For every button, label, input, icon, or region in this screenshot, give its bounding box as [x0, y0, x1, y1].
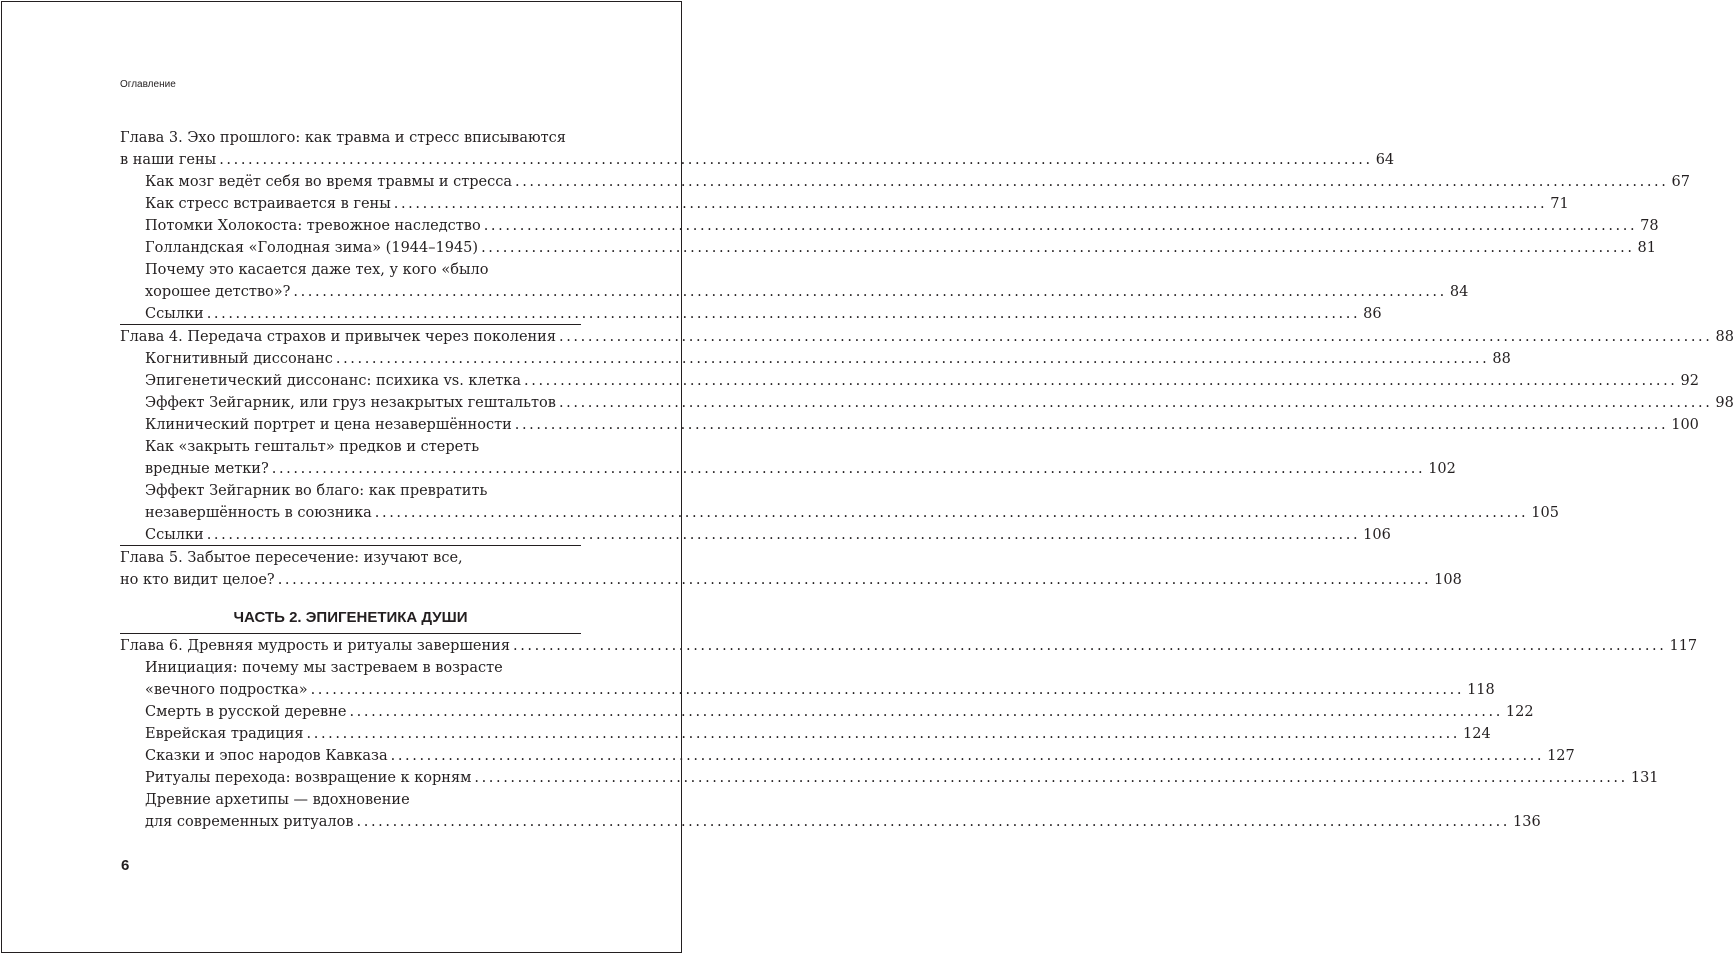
entry-page: 64 [1375, 152, 1395, 168]
entry-title: Глава 4. Передача страхов и привычек через поколения [120, 329, 556, 345]
dot-leader: ................................................................................................................................................................ [481, 240, 1635, 256]
entry-page: 122 [1505, 704, 1534, 720]
entry-page: 98 [1715, 395, 1734, 411]
entry-page: 117 [1669, 638, 1698, 654]
entry-page: 88 [1715, 329, 1734, 345]
toc-entry-chapter-5[interactable] [120, 569, 1462, 591]
entry-title: Ритуалы перехода: возвращение к корням [145, 770, 472, 786]
entry-title: Как стресс встраивается в гены [145, 196, 391, 212]
toc-entry[interactable] [145, 171, 1690, 193]
toc-entry[interactable] [145, 524, 1391, 546]
entry-title: Смерть в русской деревне [145, 704, 347, 720]
entry-page: 88 [1492, 351, 1511, 367]
entry-title: Потомки Холокоста: тревожное наследство [145, 218, 481, 234]
dot-leader: ................................................................................................................................................................ [513, 638, 1667, 654]
toc-entry-line1: Древние архетипы — вдохновение [145, 792, 410, 808]
dot-leader: ................................................................................................................................................................ [349, 704, 1503, 720]
page-number: 6 [121, 857, 130, 874]
entry-title: Эпигенетический диссонанс: психика vs. клетка [145, 373, 522, 389]
dot-leader: ................................................................................................................................................................ [310, 682, 1465, 698]
toc-entry[interactable] [145, 348, 1511, 370]
dot-leader: ................................................................................................................................................................ [356, 814, 1511, 830]
toc-entry[interactable] [145, 193, 1569, 215]
section-divider [120, 545, 581, 546]
toc-entry-line1: Почему это касается даже тех, у кого «было [145, 262, 489, 278]
dot-leader: ................................................................................................................................................................ [293, 284, 1447, 300]
entry-title: Еврейская традиция [145, 726, 304, 742]
toc-entry[interactable] [145, 502, 1559, 524]
entry-page: 131 [1630, 770, 1659, 786]
entry-page: 78 [1640, 218, 1659, 234]
dot-leader: ................................................................................................................................................................ [393, 196, 1548, 212]
entry-title: для современных ритуалов [145, 814, 354, 830]
toc-entry[interactable] [145, 414, 1699, 436]
entry-page: 92 [1680, 373, 1699, 389]
toc-entry-chapter-3[interactable] [120, 149, 1395, 171]
dot-leader: ................................................................................................................................................................ [559, 329, 1713, 345]
dot-leader: ................................................................................................................................................................ [271, 461, 1426, 477]
entry-title: Клинический портрет и цена незавершённости [145, 417, 512, 433]
toc-entry-line1: Эффект Зейгарник во благо: как превратить [145, 483, 488, 499]
toc-entry[interactable] [145, 458, 1456, 480]
entry-title: Ссылки [145, 306, 204, 322]
entry-title: Голландская «Голодная зима» (1944–1945) [145, 240, 479, 256]
entry-page: 86 [1363, 306, 1382, 322]
entry-page: 71 [1550, 196, 1569, 212]
dot-leader: ................................................................................................................................................................ [558, 395, 1713, 411]
dot-leader: ................................................................................................................................................................ [374, 505, 1529, 521]
dot-leader: ................................................................................................................................................................ [474, 770, 1628, 786]
toc-entry[interactable] [145, 303, 1382, 325]
dot-leader: ................................................................................................................................................................ [515, 174, 1669, 190]
section-divider [120, 633, 581, 634]
dot-leader: ................................................................................................................................................................ [219, 152, 1373, 168]
entry-page: 127 [1547, 748, 1575, 764]
entry-page: 124 [1463, 726, 1491, 742]
entry-page: 84 [1449, 284, 1469, 300]
dot-leader: ................................................................................................................................................................ [524, 373, 1678, 389]
entry-page: 81 [1637, 240, 1656, 256]
toc-entry[interactable] [145, 281, 1469, 303]
part-heading: ЧАСТЬ 2. ЭПИГЕНЕТИКА ДУШИ [233, 609, 468, 626]
entry-title: Сказки и эпос народов Кавказа [145, 748, 388, 764]
toc-entry-line1: Как «закрыть гештальт» предков и стереть [145, 439, 480, 455]
entry-page: 108 [1434, 572, 1462, 588]
entry-page: 106 [1363, 527, 1391, 543]
entry-page: 100 [1671, 417, 1699, 433]
entry-title: Как мозг ведёт себя во время травмы и стресса [145, 174, 513, 190]
toc-entry[interactable] [145, 767, 1659, 789]
entry-title: незавершённость в союзника [145, 505, 372, 521]
entry-title: Эффект Зейгарник, или груз незакрытых гештальтов [145, 395, 556, 411]
toc-entry-line1: Инициация: почему мы застреваем в возрасте [145, 660, 503, 676]
toc-entry[interactable] [145, 370, 1699, 392]
entry-page: 102 [1428, 461, 1456, 477]
entry-title: «вечного подростка» [145, 682, 308, 698]
entry-title: но кто видит целое? [120, 572, 275, 588]
section-divider [120, 324, 581, 325]
toc-entry[interactable] [145, 215, 1659, 237]
toc-entry[interactable] [145, 679, 1495, 701]
toc-entry-chapter-6[interactable] [120, 635, 1698, 657]
entry-title: в наши гены [120, 152, 217, 168]
dot-leader: ................................................................................................................................................................ [483, 218, 1638, 234]
entry-title: Ссылки [145, 527, 204, 543]
toc-entry[interactable] [145, 701, 1534, 723]
chapter-3-title-line1: Глава 3. Эхо прошлого: как травма и стресс вписываются [120, 130, 566, 146]
dot-leader: ................................................................................................................................................................ [390, 748, 1545, 764]
entry-page: 105 [1531, 505, 1559, 521]
dot-leader: ................................................................................................................................................................ [306, 726, 1461, 742]
entry-title: Когнитивный диссонанс [145, 351, 333, 367]
toc-entry-chapter-4[interactable] [120, 326, 1734, 348]
dot-leader: ................................................................................................................................................................ [277, 572, 1432, 588]
entry-title: Глава 6. Древняя мудрость и ритуалы завершения [120, 638, 510, 654]
running-header: Оглавление [120, 79, 176, 90]
entry-page: 118 [1467, 682, 1495, 698]
toc-entry[interactable] [145, 723, 1491, 745]
toc-entry[interactable] [145, 392, 1734, 414]
dot-leader: ................................................................................................................................................................ [206, 306, 1361, 322]
dot-leader: ................................................................................................................................................................ [335, 351, 1490, 367]
entry-title: вредные метки? [145, 461, 269, 477]
toc-entry[interactable] [145, 811, 1541, 833]
dot-leader: ................................................................................................................................................................ [514, 417, 1669, 433]
entry-page: 67 [1671, 174, 1690, 190]
chapter-5-title-line1: Глава 5. Забытое пересечение: изучают все, [120, 550, 463, 566]
toc-entry[interactable] [145, 745, 1575, 767]
entry-page: 136 [1513, 814, 1541, 830]
entry-title: хорошее детство»? [145, 284, 291, 300]
toc-entry[interactable] [145, 237, 1656, 259]
dot-leader: ................................................................................................................................................................ [206, 527, 1361, 543]
